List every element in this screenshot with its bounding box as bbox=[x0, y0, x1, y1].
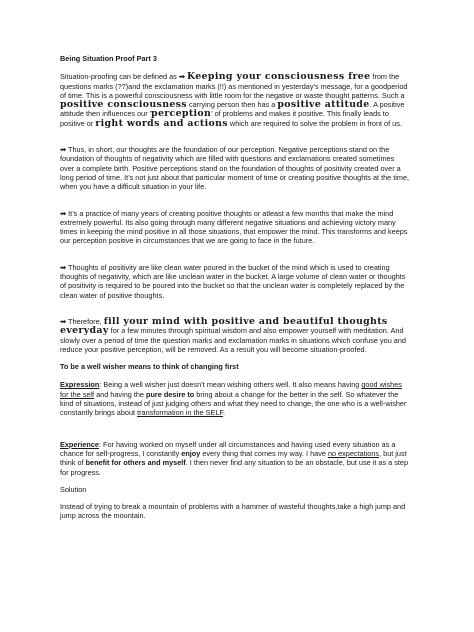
text: . bbox=[223, 408, 226, 418]
text: which are required to solve the problem in front of us. bbox=[227, 118, 402, 128]
text: . I then never find any situation to be an obstacle, but use it as a step for progress. bbox=[60, 458, 409, 477]
underlined-text: transformation in the SELF bbox=[137, 408, 224, 418]
paragraph-expression bbox=[60, 380, 410, 417]
paragraph-foundation: ➡ Thus, in short, our thoughts are the foundation of our perception. Negative perceptions stand on the foundation of thoughts of negativity which are filled with questions and exclamations created sometimes over a complete birth. Positive perceptions stand on the foundation of thoughts of positivity created over a long period of time. It’s not just about that particular moment of time or creating positive thoughts at the time, when you have a difficult situation in your life. bbox=[60, 145, 410, 192]
emphasis-text: fill your mind with positive and beautiful thoughts everyday bbox=[60, 315, 388, 337]
text: ' of problems and makes it positive. This finally leads to positive or bbox=[60, 109, 389, 128]
solution-heading: Solution bbox=[60, 484, 87, 494]
experience-label: Experience bbox=[60, 439, 99, 449]
text: : For having worked on myself under all circumstances and having used every situation as a chance for self-progress, I constantly bbox=[60, 439, 396, 458]
paragraph-therefore bbox=[60, 317, 410, 354]
text: Situation-proofing can be defined as ➡ bbox=[60, 72, 188, 82]
text: every thing that comes my way. I have bbox=[200, 448, 328, 458]
emphasis-text: Keeping your consciousness free bbox=[187, 71, 371, 83]
text: bring about a change for the better in the self. So whatever the kind of situations, instead of just judging others and what they need to change, the one who is a well-wisher constantly brings about bbox=[60, 389, 407, 418]
text: and having the bbox=[94, 389, 147, 399]
emphasis-text: positive consciousness bbox=[60, 99, 187, 111]
bold-text: pure desire to bbox=[146, 389, 195, 399]
text: ➡ Therefore, bbox=[60, 316, 104, 326]
paragraph-clean-water: ➡ Thoughts of positivity are like clean water poured in the bucket of the mind which is used to creating thoughts of negativity, which are like unclean water in the bucket. A large volume of clean water or thoughts of positivity is required to be poured into the bucket so that the unclean water is completely replaced by the clean water of positive thoughts. bbox=[60, 262, 406, 300]
underlined-text: good wishes for the self bbox=[60, 380, 402, 399]
paragraph-experience bbox=[60, 440, 410, 477]
bold-text: benefit for others and myself bbox=[85, 458, 186, 468]
emphasis-text: perception bbox=[151, 108, 212, 120]
text: from the questions marks (??)and the exclamation marks (!!) as mentioned in yesterday’s message, for a goodperiod of time. This is a powerful consciousness with little room for the negative or waste thought patterns. Such a bbox=[60, 72, 408, 100]
text: carrying person then has a bbox=[186, 100, 278, 110]
underlined-text: no expectations bbox=[327, 448, 380, 458]
section-heading: To be a well wisher means to think of changing first bbox=[60, 362, 239, 372]
expression-label: Expression bbox=[60, 380, 100, 390]
text: , but just think of bbox=[60, 448, 407, 468]
paragraph-solution: Instead of trying to break a mountain of problems with a hammer of wasteful thoughts,take a high jump and jump across the mountain. bbox=[60, 502, 406, 521]
text: for a few minutes through spiritual wisdom and also empower yourself with meditation. And slowly over a period of time the question marks and exclamation marks in situations which confuse you and reduce your positive perception, will be removed. As a result you will become situation-proofed. bbox=[60, 326, 406, 354]
bold-text: enjoy bbox=[181, 448, 201, 458]
paragraph-definition bbox=[60, 72, 410, 128]
emphasis-text: right words and actions bbox=[95, 117, 228, 129]
document-title: Being Situation Proof Part 3 bbox=[60, 54, 157, 63]
text: . A positive attitude then influences our ' bbox=[60, 100, 405, 119]
text: : Being a well wisher just doesn’t mean wishing others well. It also means having bbox=[99, 380, 362, 390]
emphasis-text: positive attitude bbox=[277, 99, 370, 111]
paragraph-practice: ➡ It’s a practice of many years of creating positive thoughts or atleast a few months that make the mind extremely powerful. Its also going through many different negative situations and achieving victory many times in keeping the mind positive in all those situations, that empower the mind. This transforms and keeps our perception positive in circumstances that we are going to face in the future. bbox=[60, 208, 408, 246]
